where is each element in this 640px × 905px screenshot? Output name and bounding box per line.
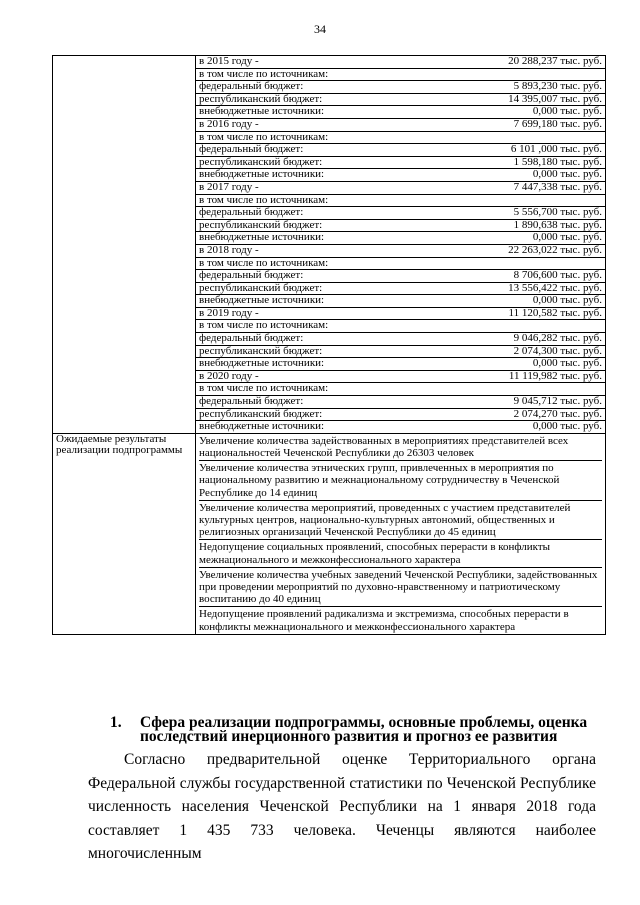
finance-label: в 2020 году - <box>199 369 259 382</box>
finance-cell <box>196 144 606 157</box>
finance-cell <box>196 207 606 220</box>
finance-cell <box>196 307 606 320</box>
finance-label: республиканский бюджет: <box>199 281 323 294</box>
finance-cell <box>196 383 606 396</box>
page-number: 34 <box>314 22 326 36</box>
finance-amount: 8 706,600 тыс. руб. <box>513 269 602 282</box>
result-item: Увеличение количества этнических групп, привлеченных в мероприятия по национальному развитию и межнациональному сотрудничеству в Чеченской Республике до 14 единиц <box>199 461 602 501</box>
finance-label: федеральный бюджет: <box>199 395 304 408</box>
finance-cell <box>196 358 606 371</box>
finance-label: республиканский бюджет: <box>199 155 323 168</box>
finance-amount: 6 101 ,000 тыс. руб. <box>510 143 602 156</box>
finance-cell <box>196 408 606 421</box>
finance-cell <box>196 181 606 194</box>
finance-label: в том числе по источникам: <box>199 193 329 206</box>
finance-label: в том числе по источникам: <box>199 319 329 332</box>
finance-label-cell <box>53 56 196 434</box>
body-paragraph: Согласно предварительной оценке Территориального органа Федеральной службы государственной статистики по Чеченской Республике численность населения Чеченской Республики на 1 января 2018 года составляет 1 435 733 человека. Чеченцы являются наиболее многочисленным <box>88 751 596 862</box>
finance-label: федеральный бюджет: <box>199 332 304 345</box>
finance-rows <box>53 56 606 434</box>
finance-cell <box>196 93 606 106</box>
finance-cell <box>196 345 606 358</box>
finance-amount: 5 556,700 тыс. руб. <box>513 206 602 219</box>
finance-label: в 2016 году - <box>199 117 259 130</box>
finance-amount: 14 395,007 тыс. руб. <box>508 92 602 105</box>
finance-label: внебюджетные источники: <box>199 168 325 181</box>
finance-label: в 2018 году - <box>199 243 259 256</box>
section-number: 1. <box>110 714 122 731</box>
results-list <box>196 433 606 634</box>
finance-label: республиканский бюджет: <box>199 344 323 357</box>
finance-label: в 2017 году - <box>199 180 259 193</box>
finance-cell <box>196 333 606 346</box>
finance-cell <box>196 118 606 131</box>
finance-cell <box>196 370 606 383</box>
finance-cell <box>196 169 606 182</box>
finance-label: внебюджетные источники: <box>199 357 325 370</box>
finance-cell <box>196 156 606 169</box>
finance-label: в 2015 году - <box>199 55 259 67</box>
finance-amount: 7 699,180 тыс. руб. <box>513 117 602 130</box>
finance-label: внебюджетные источники: <box>199 105 325 118</box>
finance-amount: 0,000 тыс. руб. <box>532 105 602 118</box>
finance-amount: 13 556,422 тыс. руб. <box>508 281 602 294</box>
section-title: Сфера реализации подпрограммы, основные проблемы, оценка последствий инерционного развития и прогноз ее развития <box>140 714 588 745</box>
finance-amount: 2 074,300 тыс. руб. <box>513 344 602 357</box>
finance-amount: 7 447,338 тыс. руб. <box>513 180 602 193</box>
finance-label: республиканский бюджет: <box>199 218 323 231</box>
finance-amount: 9 045,712 тыс. руб. <box>513 395 602 408</box>
finance-label: внебюджетные источники: <box>199 231 325 244</box>
finance-cell <box>196 106 606 119</box>
finance-cell <box>196 56 606 69</box>
finance-cell <box>196 282 606 295</box>
finance-amount: 0,000 тыс. руб. <box>532 294 602 307</box>
finance-amount: 0,000 тыс. руб. <box>532 420 602 433</box>
finance-cell <box>196 244 606 257</box>
finance-cell <box>196 257 606 270</box>
finance-label: федеральный бюджет: <box>199 143 304 156</box>
finance-amount: 0,000 тыс. руб. <box>532 231 602 244</box>
finance-label: республиканский бюджет: <box>199 407 323 420</box>
finance-label: федеральный бюджет: <box>199 206 304 219</box>
result-item: Недопущение социальных проявлений, способных перерасти в конфликты межнационального и межконфессионального характера <box>199 540 602 567</box>
finance-amount: 20 288,237 тыс. руб. <box>508 55 602 67</box>
results-row <box>53 433 606 634</box>
finance-amount: 0,000 тыс. руб. <box>532 357 602 370</box>
finance-cell <box>196 421 606 434</box>
finance-amount: 0,000 тыс. руб. <box>532 168 602 181</box>
finance-label: внебюджетные источники: <box>199 420 325 433</box>
finance-row <box>53 56 606 69</box>
finance-label: в том числе по источникам: <box>199 67 329 80</box>
finance-label: федеральный бюджет: <box>199 80 304 93</box>
finance-cell <box>196 81 606 94</box>
finance-amount: 1 890,638 тыс. руб. <box>513 218 602 231</box>
finance-amount: 1 598,180 тыс. руб. <box>513 155 602 168</box>
finance-cell <box>196 194 606 207</box>
finance-cell <box>196 232 606 245</box>
finance-label: в том числе по источникам: <box>199 130 329 143</box>
finance-amount: 5 893,230 тыс. руб. <box>513 80 602 93</box>
finance-cell <box>196 270 606 283</box>
finance-label: внебюджетные источники: <box>199 294 325 307</box>
finance-cell <box>196 68 606 81</box>
passport-table <box>52 55 606 635</box>
finance-label: в том числе по источникам: <box>199 382 329 395</box>
result-item: Увеличение количества задействованных в мероприятиях представителей всех национальностей Чеченской Республики до 26303 человек <box>199 434 602 461</box>
finance-amount: 11 120,582 тыс. руб. <box>508 306 602 319</box>
finance-cell <box>196 320 606 333</box>
result-item: Увеличение количества мероприятий, проведенных с участием представителей культурных центров, национально-культурных автономий, общественных и религиозных организаций Чеченской Республики до 45 единиц <box>199 501 602 541</box>
finance-label: в 2019 году - <box>199 306 259 319</box>
finance-cell <box>196 131 606 144</box>
finance-cell <box>196 219 606 232</box>
finance-label: в том числе по источникам: <box>199 256 329 269</box>
finance-cell <box>196 396 606 409</box>
finance-label: федеральный бюджет: <box>199 269 304 282</box>
finance-label: республиканский бюджет: <box>199 92 323 105</box>
result-item: Недопущение проявлений радикализма и экстремизма, способных перерасти в конфликты межнационального и межконфессионального характера <box>199 608 569 633</box>
results-label: Ожидаемые результаты реализации подпрограммы <box>53 433 196 634</box>
finance-amount: 2 074,270 тыс. руб. <box>513 407 602 420</box>
finance-amount: 22 263,022 тыс. руб. <box>508 243 602 256</box>
result-item: Увеличение количества учебных заведений Чеченской Республики, задействованных при проведении мероприятий по духовно-нравственному и патриотическому воспитанию до 40 единиц <box>199 568 602 608</box>
finance-amount: 11 119,982 тыс. руб. <box>508 369 602 382</box>
finance-cell <box>196 295 606 308</box>
body-text <box>88 748 596 866</box>
finance-amount: 9 046,282 тыс. руб. <box>513 332 602 345</box>
